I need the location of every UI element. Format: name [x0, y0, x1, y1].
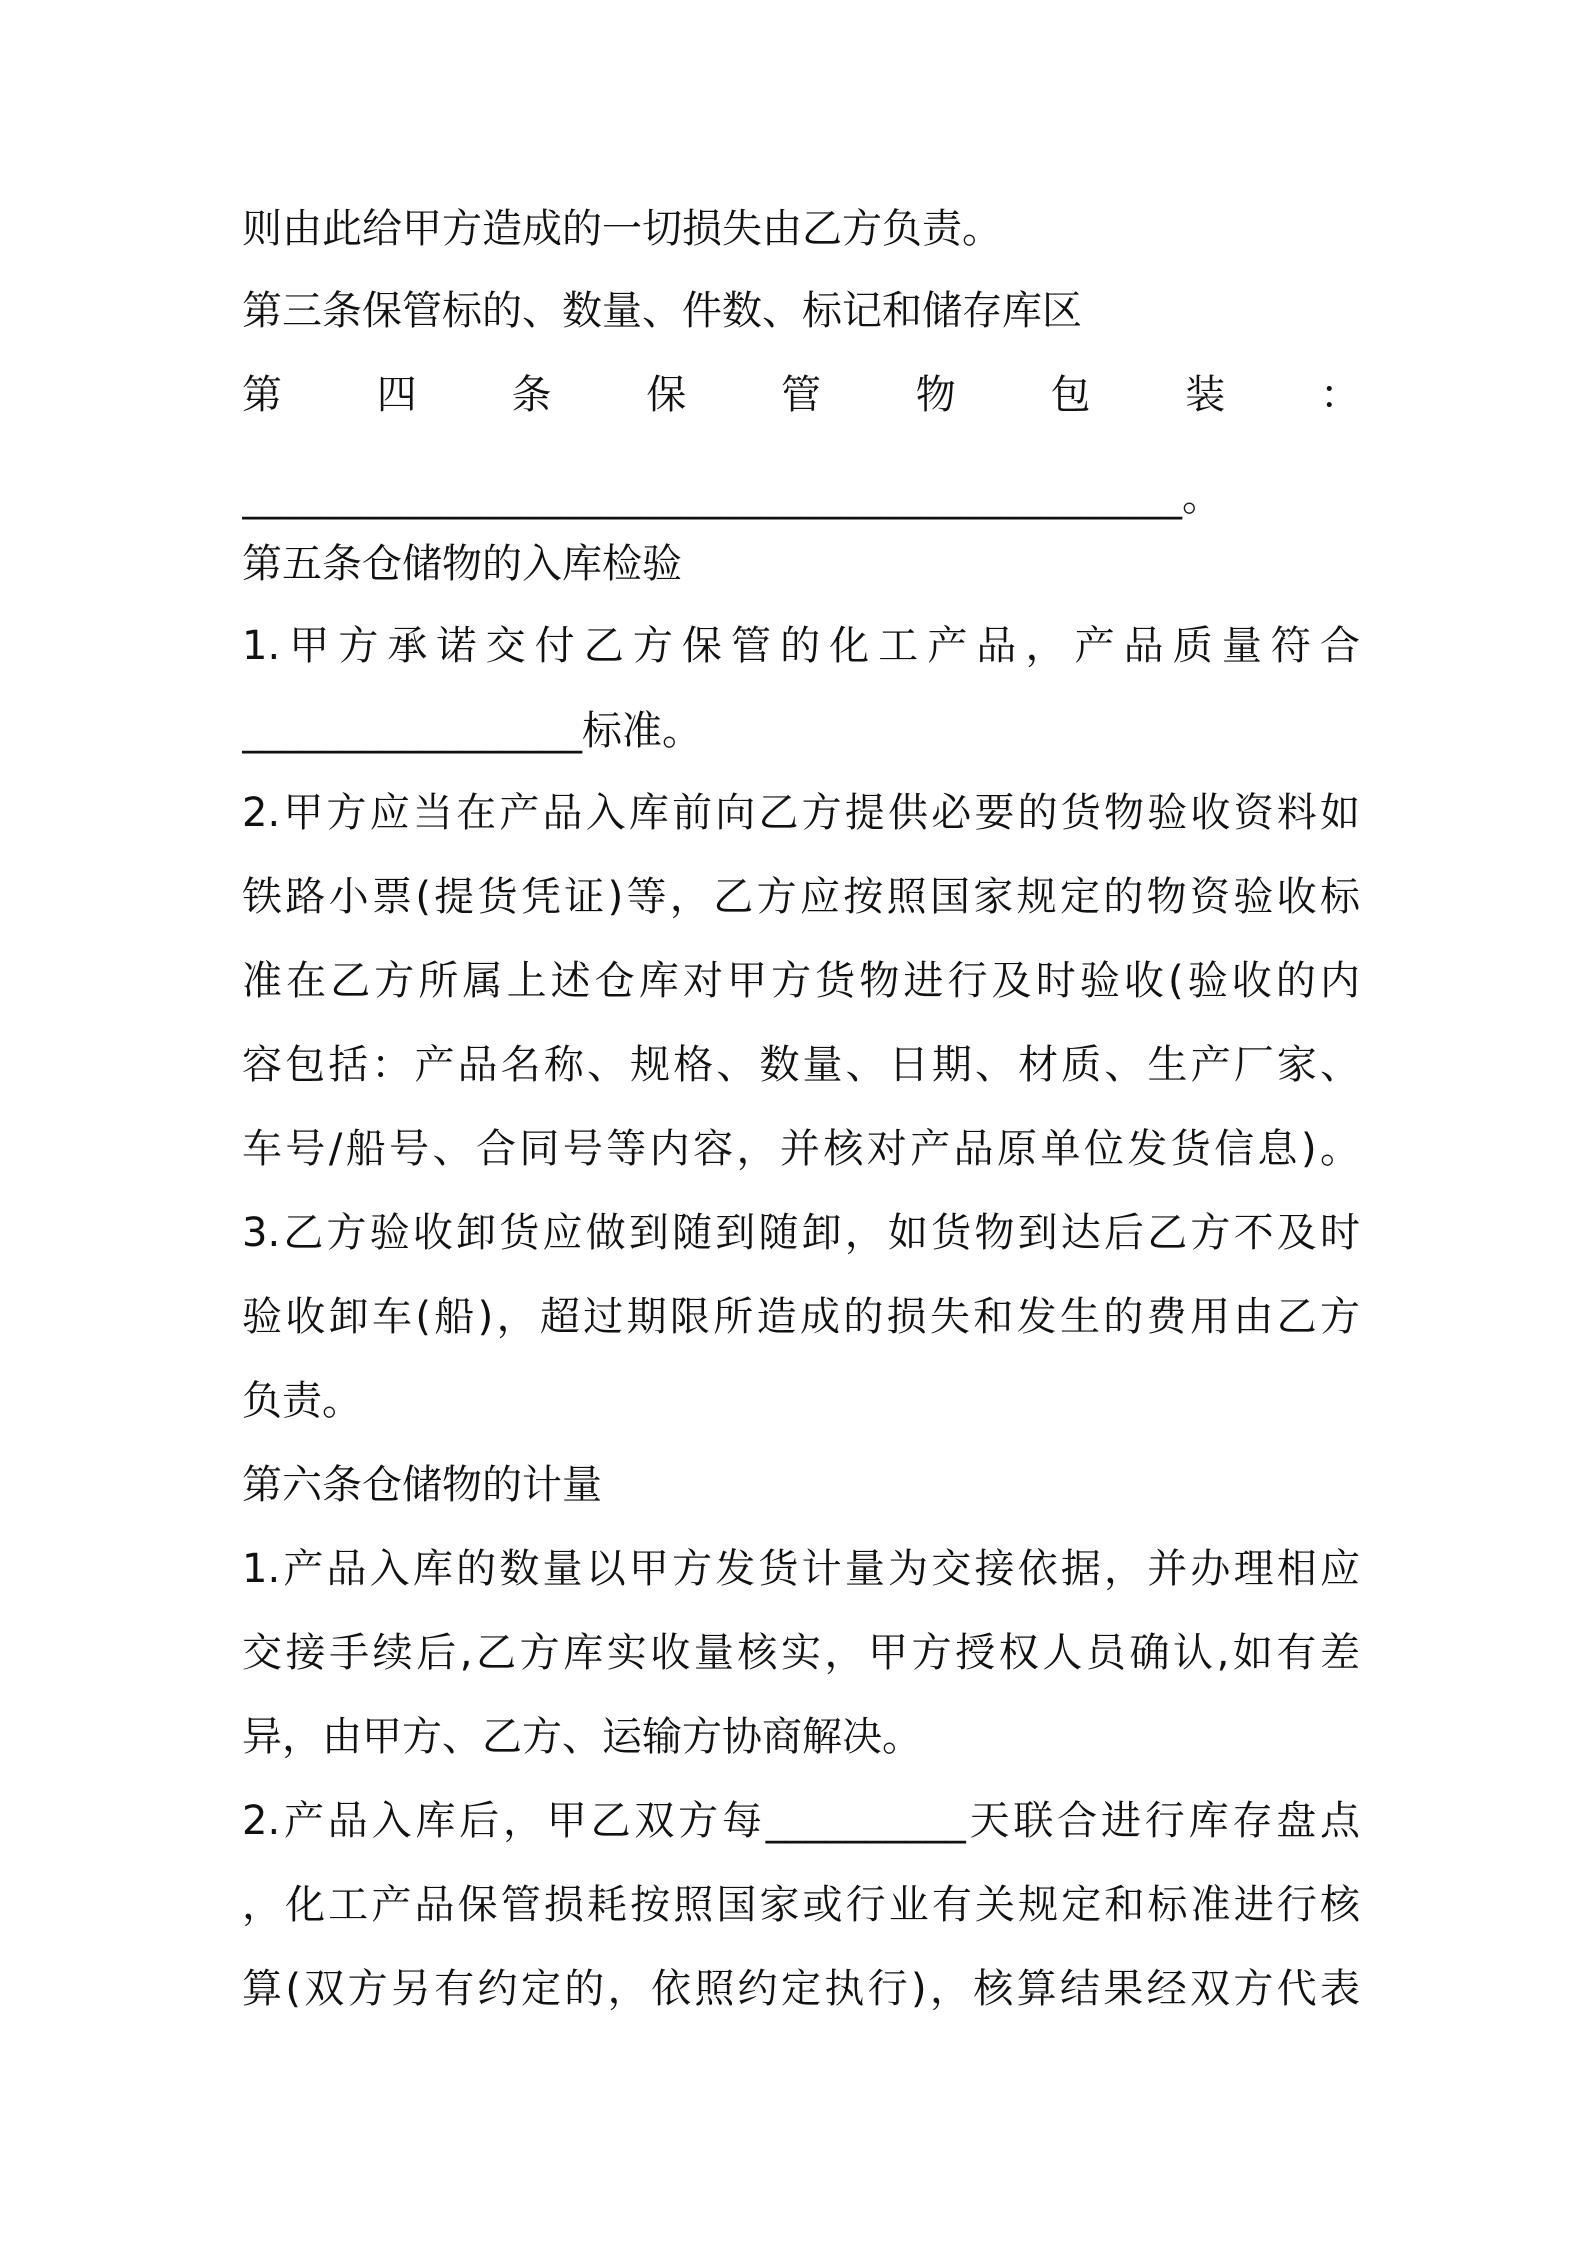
article-4-char: 条 — [511, 372, 552, 418]
article-6-item-1-line-1: 1.产品入库的数量以甲方发货计量为交接依据，并办理相应 — [242, 1546, 1360, 1592]
article-6-heading: 第六条仓储物的计量 — [242, 1462, 602, 1508]
article-5-item-3-line-2: 验收卸车(船)，超过期限所造成的损失和发生的费用由乙方 — [242, 1294, 1360, 1340]
article-4-char: 装 — [1185, 372, 1226, 418]
article-5-item-3-line-3: 负责。 — [242, 1378, 362, 1424]
article-4-char: 四 — [376, 372, 417, 418]
article-6-item-2-line-3: 算(双方另有约定的，依照约定执行)，核算结果经双方代表 — [242, 1966, 1360, 2012]
article-5-item-1-line-2: _________________标准。 — [242, 708, 702, 754]
article-6-item-1-line-2: 交接手续后,乙方库实收量核实，甲方授权人员确认,如有差 — [242, 1630, 1360, 1676]
article-5-item-2-line-1: 2.甲方应当在产品入库前向乙方提供必要的货物验收资料如 — [242, 790, 1360, 836]
article-4-char: 第 — [242, 372, 282, 418]
article-5-heading: 第五条仓储物的入库检验 — [242, 541, 682, 587]
article-6-item-1-line-3: 异，由甲方、乙方、运输方协商解决。 — [242, 1714, 922, 1760]
fill-in-blank-line: _______________________________________________。 — [242, 474, 1222, 520]
article-4-heading — [242, 369, 1360, 421]
article-4-char: 包 — [1050, 372, 1091, 418]
article-5-item-2-line-5: 车号/船号、合同号等内容，并核对产品原单位发货信息)。 — [242, 1126, 1360, 1172]
article-5-item-3-line-1: 3.乙方验收卸货应做到随到随卸，如货物到达后乙方不及时 — [242, 1210, 1360, 1256]
article-4-char: 管 — [781, 372, 821, 418]
article-5-item-2-line-3: 准在乙方所属上述仓库对甲方货物进行及时验收(验收的内 — [242, 958, 1360, 1004]
article-5-item-2-line-4: 容包括：产品名称、规格、数量、日期、材质、生产厂家、 — [242, 1042, 1360, 1088]
text-line-1: 则由此给甲方造成的一切损失由乙方负责。 — [242, 206, 1002, 252]
article-5-item-1-line-1: 1.甲方承诺交付乙方保管的化工产品，产品质量符合 — [242, 623, 1360, 669]
article-4-char: ： — [1320, 372, 1360, 418]
article-4-char: 物 — [915, 372, 956, 418]
article-5-item-2-line-2: 铁路小票(提货凭证)等，乙方应按照国家规定的物资验收标 — [242, 874, 1360, 920]
article-6-item-2-line-2: ，化工产品保管损耗按照国家或行业有关规定和标准进行核 — [242, 1882, 1360, 1928]
article-3-heading: 第三条保管标的、数量、件数、标记和储存库区 — [242, 288, 1082, 334]
article-4-char: 保 — [646, 372, 687, 418]
article-6-item-2-line-1: 2.产品入库后，甲乙双方每__________天联合进行库存盘点 — [242, 1798, 1360, 1844]
